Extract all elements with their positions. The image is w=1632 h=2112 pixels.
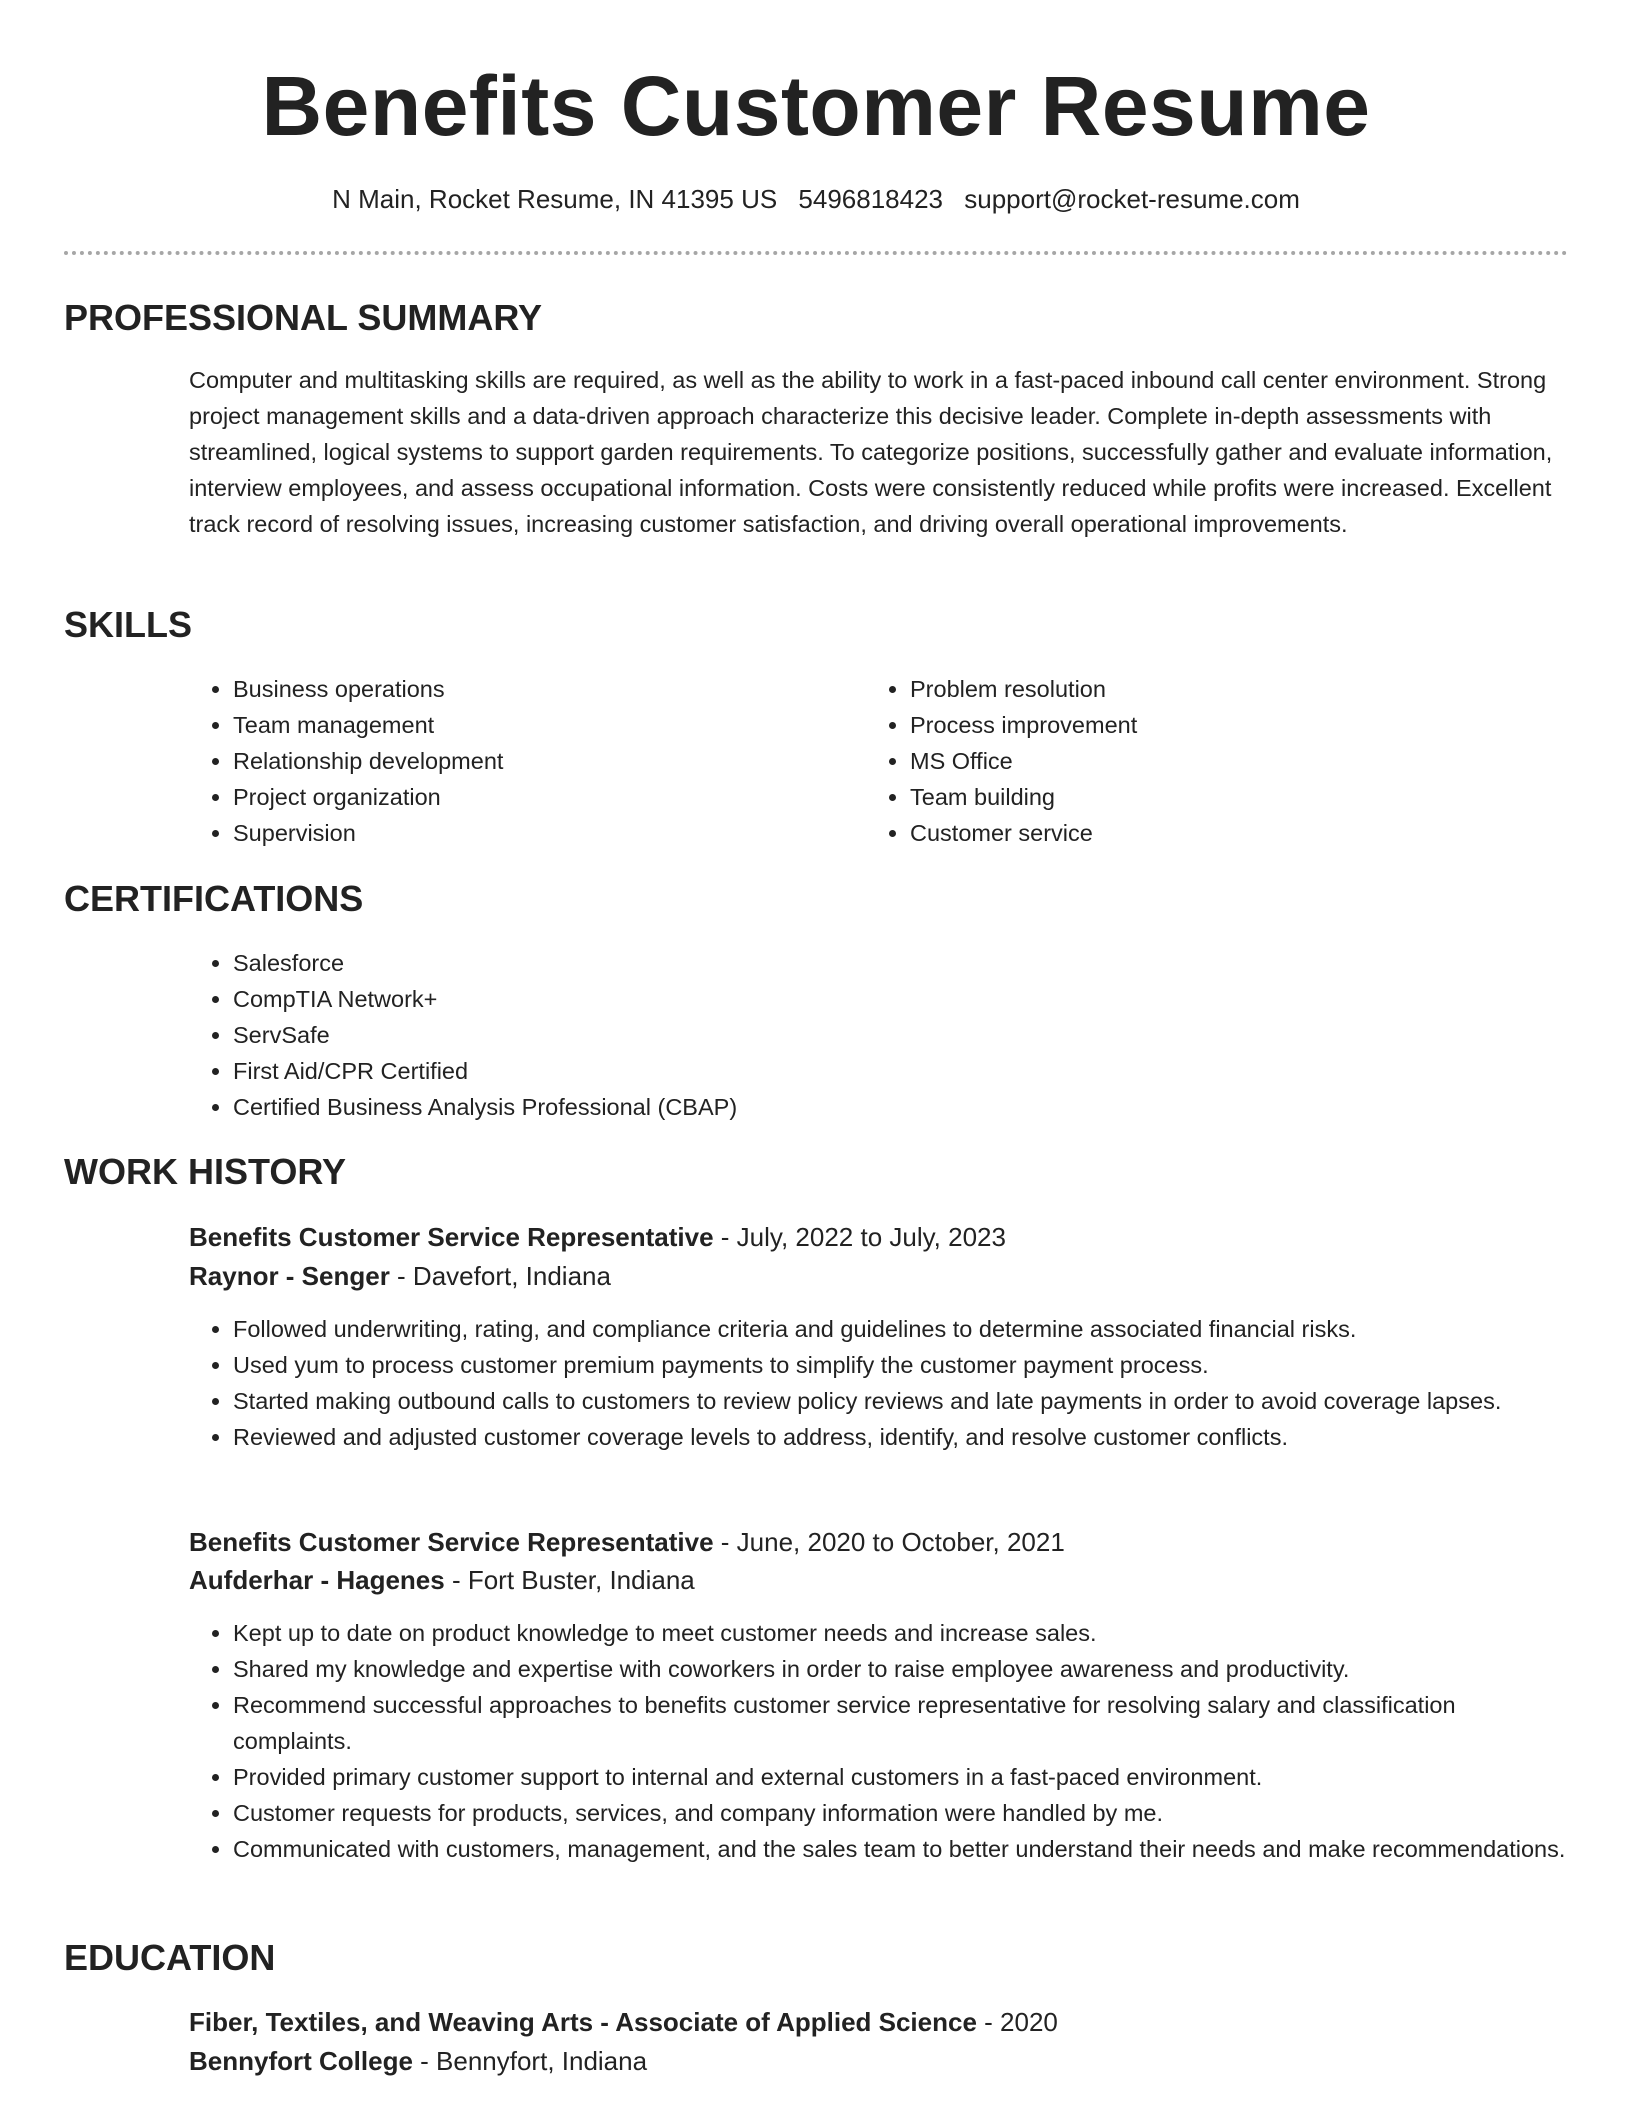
job-title: Benefits Customer Service Representative [189,1222,714,1252]
education-year: - 2020 [976,2007,1058,2037]
list-item: • Shared my knowledge and expertise with coworkers in order to raise employee awareness and productivity. [233,1651,1569,1687]
list-item: • Customer service [910,815,1530,851]
summary-heading: PROFESSIONAL SUMMARY [64,297,543,338]
list-item: • Certified Business Analysis Professional (CBAP) [233,1089,1613,1125]
education-school: Bennyfort College [189,2046,413,2076]
job-2-company-line [189,1562,1569,1598]
list-item: • Customer requests for products, services, and company information were handled by me. [233,1795,1569,1831]
list-item: • Provided primary customer support to internal and external customers in a fast-paced environment. [233,1759,1569,1795]
list-item: • Kept up to date on product knowledge to meet customer needs and increase sales. [233,1615,1569,1651]
list-item: • Reviewed and adjusted customer coverage levels to address, identify, and resolve customer conflicts. [233,1419,1569,1455]
list-item: • Project organization [233,779,853,815]
list-item: • First Aid/CPR Certified [233,1053,1613,1089]
job-location: - Fort Buster, Indiana [444,1565,695,1595]
job-1-bullets [189,1311,1569,1455]
education-degree: Fiber, Textiles, and Weaving Arts - Associate of Applied Science [189,2007,977,2037]
job-company: Raynor - Senger [189,1261,390,1291]
contact-line [0,182,1632,216]
certifications-list [189,945,1613,1125]
list-item: • Recommend successful approaches to benefits customer service representative for resolving salary and classification complaints. [233,1687,1569,1759]
list-item: • Started making outbound calls to customers to review policy reviews and late payments in order to avoid coverage lapses. [233,1383,1569,1419]
contact-email: support@rocket-resume.com [964,184,1300,214]
list-item: • Team management [233,707,853,743]
job-dates: - June, 2020 to October, 2021 [713,1527,1065,1557]
list-item: • CompTIA Network+ [233,981,1613,1017]
job-1-company-line [189,1258,1569,1294]
skills-list-left [189,671,853,851]
list-item: • Relationship development [233,743,853,779]
job-2-title-line [189,1524,1569,1560]
list-item: • Followed underwriting, rating, and compliance criteria and guidelines to determine associated financial risks. [233,1311,1569,1347]
job-2-bullets [189,1615,1569,1867]
job-dates: - July, 2022 to July, 2023 [713,1222,1006,1252]
page-title: Benefits Customer Resume [261,59,1371,153]
contact-phone: 5496818423 [798,184,944,214]
skills-list-right [866,671,1530,851]
list-item: • Salesforce [233,945,1613,981]
job-company: Aufderhar - Hagenes [189,1565,445,1595]
header-divider [64,251,1568,255]
list-item: • Business operations [233,671,853,707]
job-1-title-line [189,1219,1569,1255]
work-heading: WORK HISTORY [64,1151,347,1192]
list-item: • Problem resolution [910,671,1530,707]
contact-address: N Main, Rocket Resume, IN 41395 US [332,184,778,214]
certifications-heading: CERTIFICATIONS [64,878,364,919]
education-location: - Bennyfort, Indiana [412,2046,648,2076]
list-item: • Supervision [233,815,853,851]
list-item: • Process improvement [910,707,1530,743]
education-school-line [189,2043,1569,2079]
list-item: • MS Office [910,743,1530,779]
list-item: • Team building [910,779,1530,815]
education-heading: EDUCATION [64,1937,276,1978]
list-item: • ServSafe [233,1017,1613,1053]
education-degree-line [189,2004,1569,2040]
job-location: - Davefort, Indiana [389,1261,611,1291]
list-item: • Used yum to process customer premium payments to simplify the customer payment process. [233,1347,1569,1383]
list-item: • Communicated with customers, management, and the sales team to better understand their needs and make recommendations. [233,1831,1569,1867]
skills-heading: SKILLS [64,604,193,645]
summary-text: Computer and multitasking skills are required, as well as the ability to work in a fast-paced inbound call center environment. Strong project management skills and a data-driven approach characterize this decisive leader. Complete in-depth assessments with streamlined, logical systems to support garden requirements. To categorize positions, successfully gather and evaluate information, interview employees, and assess occupational information. Costs were consistently reduced while profits were increased. Excellent track record of resolving issues, increasing customer satisfaction, and driving overall operational improvements. [189,367,1553,537]
job-title: Benefits Customer Service Representative [189,1527,714,1557]
